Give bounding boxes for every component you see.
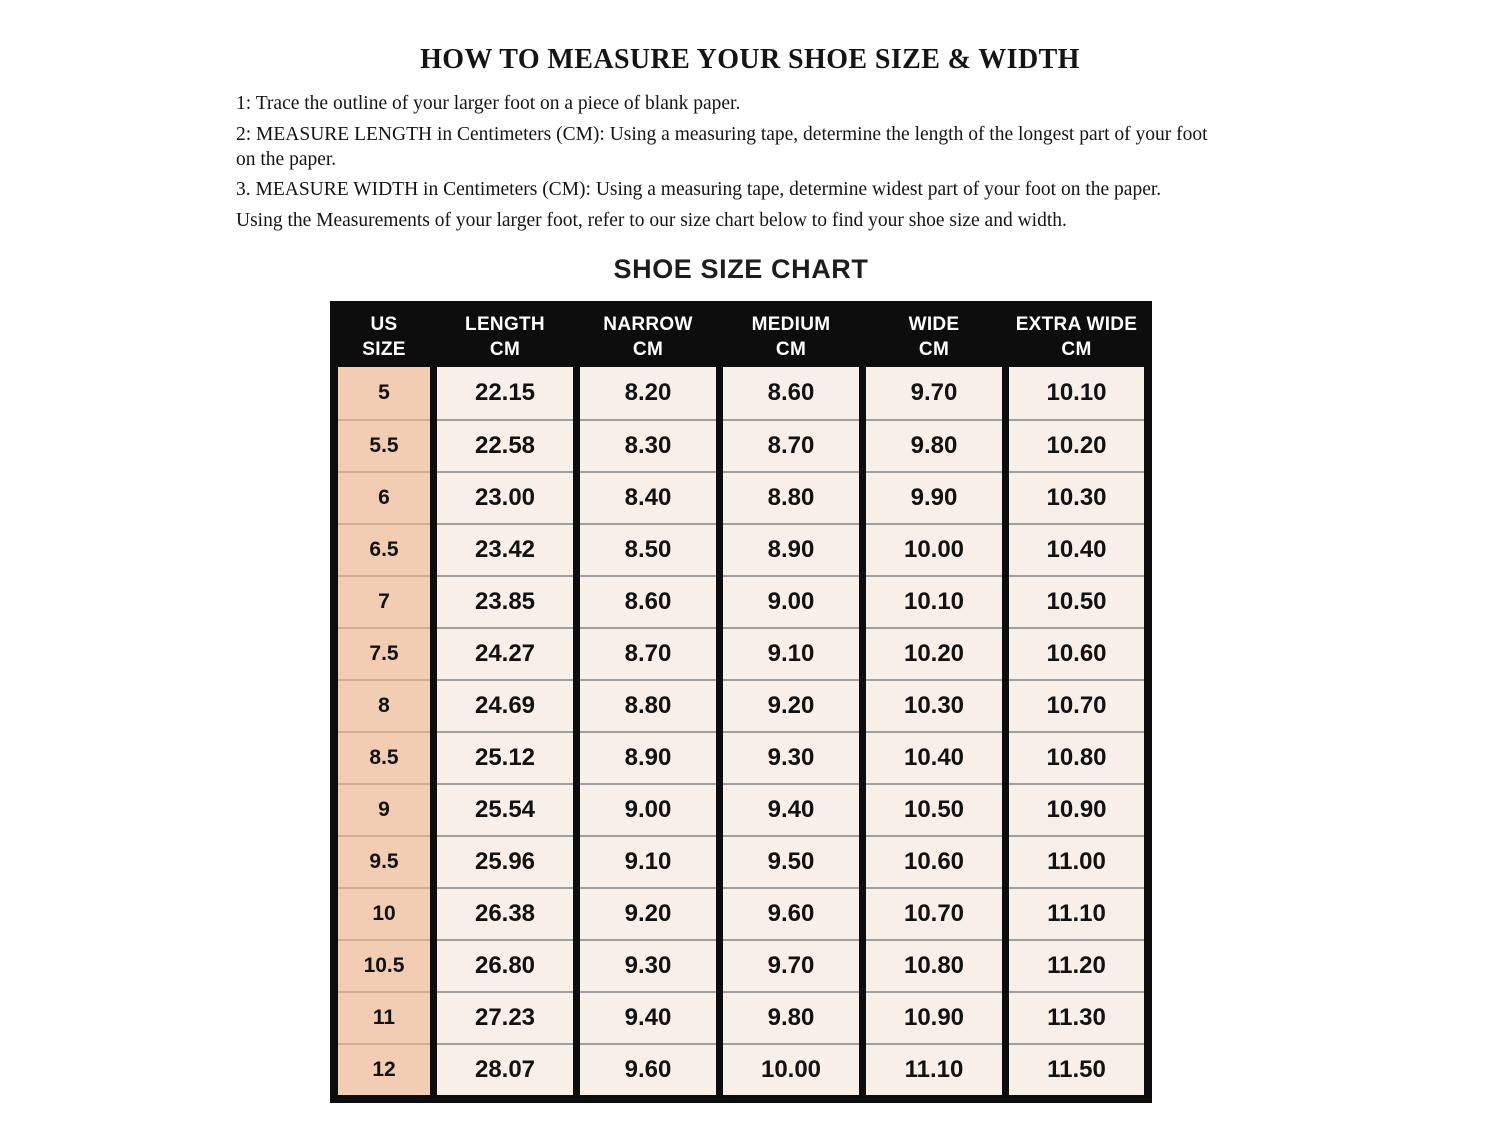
value-cell: 22.58	[437, 419, 573, 471]
column-header-line2: CM	[1061, 338, 1092, 360]
value-cell: 8.90	[580, 731, 716, 783]
value-cell: 9.00	[723, 575, 859, 627]
value-cell: 10.30	[1009, 471, 1144, 523]
column-header-medium-cm	[723, 309, 859, 367]
value-cell: 9.80	[866, 419, 1002, 471]
value-cell: 8.40	[580, 471, 716, 523]
value-cell: 9.10	[580, 835, 716, 887]
value-cell: 9.30	[723, 731, 859, 783]
value-cell: 8.90	[723, 523, 859, 575]
us-size-cell: 7	[338, 575, 430, 627]
value-cell: 8.50	[580, 523, 716, 575]
value-cell: 10.10	[866, 575, 1002, 627]
us-size-cell: 8	[338, 679, 430, 731]
value-cell: 11.00	[1009, 835, 1144, 887]
value-cell: 10.20	[866, 627, 1002, 679]
value-cell: 10.40	[1009, 523, 1144, 575]
size-chart-section	[330, 254, 1152, 1103]
value-cell: 25.96	[437, 835, 573, 887]
value-cell: 9.30	[580, 939, 716, 991]
value-cell: 23.42	[437, 523, 573, 575]
value-cell: 9.70	[723, 939, 859, 991]
value-cell: 9.90	[866, 471, 1002, 523]
table-header-row	[338, 309, 1144, 367]
value-cell: 10.60	[1009, 627, 1144, 679]
value-cell: 11.50	[1009, 1043, 1144, 1095]
value-cell: 8.70	[580, 627, 716, 679]
value-cell: 26.80	[437, 939, 573, 991]
value-cell: 10.40	[866, 731, 1002, 783]
column-header-wide-cm	[866, 309, 1002, 367]
value-cell: 10.90	[1009, 783, 1144, 835]
value-cell: 25.54	[437, 783, 573, 835]
value-cell: 23.00	[437, 471, 573, 523]
column-header-line1: NARROW	[603, 314, 693, 336]
value-cell: 10.90	[866, 991, 1002, 1043]
value-cell: 10.50	[866, 783, 1002, 835]
size-chart-title: SHOE SIZE CHART	[613, 253, 869, 284]
value-cell: 10.50	[1009, 575, 1144, 627]
column-header-line1: LENGTH	[465, 314, 545, 336]
us-size-cell: 9	[338, 783, 430, 835]
value-cell: 8.60	[580, 575, 716, 627]
value-cell: 9.80	[723, 991, 859, 1043]
value-cell: 10.70	[866, 887, 1002, 939]
value-cell: 8.30	[580, 419, 716, 471]
column-header-length-cm	[437, 309, 573, 367]
value-cell: 27.23	[437, 991, 573, 1043]
us-size-cell: 5.5	[338, 419, 430, 471]
instruction-note: Using the Measurements of your larger foot, refer to our size chart below to find your shoe size and width.	[236, 210, 1067, 231]
value-cell: 10.00	[866, 523, 1002, 575]
value-cell: 10.60	[866, 835, 1002, 887]
value-cell: 10.30	[866, 679, 1002, 731]
column-header-line2: SIZE	[362, 338, 406, 360]
value-cell: 24.27	[437, 627, 573, 679]
value-cell: 9.40	[723, 783, 859, 835]
value-cell: 10.70	[1009, 679, 1144, 731]
value-cell: 9.00	[580, 783, 716, 835]
value-cell: 11.30	[1009, 991, 1144, 1043]
column-header-line2: CM	[775, 338, 807, 360]
us-size-cell: 10.5	[338, 939, 430, 991]
value-cell: 9.70	[866, 367, 1002, 419]
us-size-cell: 7.5	[338, 627, 430, 679]
us-size-cell: 5	[338, 367, 430, 419]
value-cell: 8.70	[723, 419, 859, 471]
us-size-cell: 10	[338, 887, 430, 939]
column-header-line1: WIDE	[908, 314, 960, 336]
column-header-line2: CM	[918, 338, 950, 360]
us-size-cell: 6.5	[338, 523, 430, 575]
us-size-cell: 9.5	[338, 835, 430, 887]
shoe-size-table	[330, 301, 1152, 1103]
value-cell: 10.00	[723, 1043, 859, 1095]
value-cell: 11.20	[1009, 939, 1144, 991]
value-cell: 28.07	[437, 1043, 573, 1095]
value-cell: 8.80	[580, 679, 716, 731]
column-header-line2: CM	[632, 338, 664, 360]
value-cell: 9.50	[723, 835, 859, 887]
value-cell: 10.10	[1009, 367, 1144, 419]
column-header-line1: MEDIUM	[751, 314, 831, 336]
table-body	[338, 367, 1144, 1095]
value-cell: 24.69	[437, 679, 573, 731]
column-header-us-size	[338, 309, 430, 367]
instruction-step-2: 2: MEASURE LENGTH in Centimeters (CM): Using a measuring tape, determine the length of the longest part of your foot on the paper.	[236, 123, 1208, 170]
value-cell: 9.60	[723, 887, 859, 939]
us-size-cell: 6	[338, 471, 430, 523]
value-cell: 9.40	[580, 991, 716, 1043]
value-cell: 9.60	[580, 1043, 716, 1095]
value-cell: 11.10	[1009, 887, 1144, 939]
value-cell: 8.80	[723, 471, 859, 523]
value-cell: 11.10	[866, 1043, 1002, 1095]
column-header-line1: US	[370, 314, 398, 336]
value-cell: 9.20	[723, 679, 859, 731]
column-header-narrow-cm	[580, 309, 716, 367]
value-cell: 10.20	[1009, 419, 1144, 471]
value-cell: 8.20	[580, 367, 716, 419]
value-cell: 10.80	[1009, 731, 1144, 783]
value-cell: 23.85	[437, 575, 573, 627]
column-header-line1: EXTRA WIDE	[1015, 314, 1138, 336]
instruction-step-3: 3. MEASURE WIDTH in Centimeters (CM): Using a measuring tape, determine widest part of your foot on the paper.	[236, 179, 1162, 201]
value-cell: 10.80	[866, 939, 1002, 991]
value-cell: 9.10	[723, 627, 859, 679]
column-header-line2: CM	[489, 338, 521, 360]
us-size-cell: 11	[338, 991, 430, 1043]
value-cell: 26.38	[437, 887, 573, 939]
value-cell: 9.20	[580, 887, 716, 939]
value-cell: 8.60	[723, 367, 859, 419]
column-header-extra-wide-cm	[1009, 309, 1144, 367]
value-cell: 25.12	[437, 731, 573, 783]
us-size-cell: 8.5	[338, 731, 430, 783]
instructions-block	[236, 92, 1226, 234]
instruction-step-1: 1: Trace the outline of your larger foot on a piece of blank paper.	[236, 93, 741, 114]
value-cell: 22.15	[437, 367, 573, 419]
us-size-cell: 12	[338, 1043, 430, 1095]
page-title: HOW TO MEASURE YOUR SHOE SIZE & WIDTH	[420, 44, 1080, 75]
